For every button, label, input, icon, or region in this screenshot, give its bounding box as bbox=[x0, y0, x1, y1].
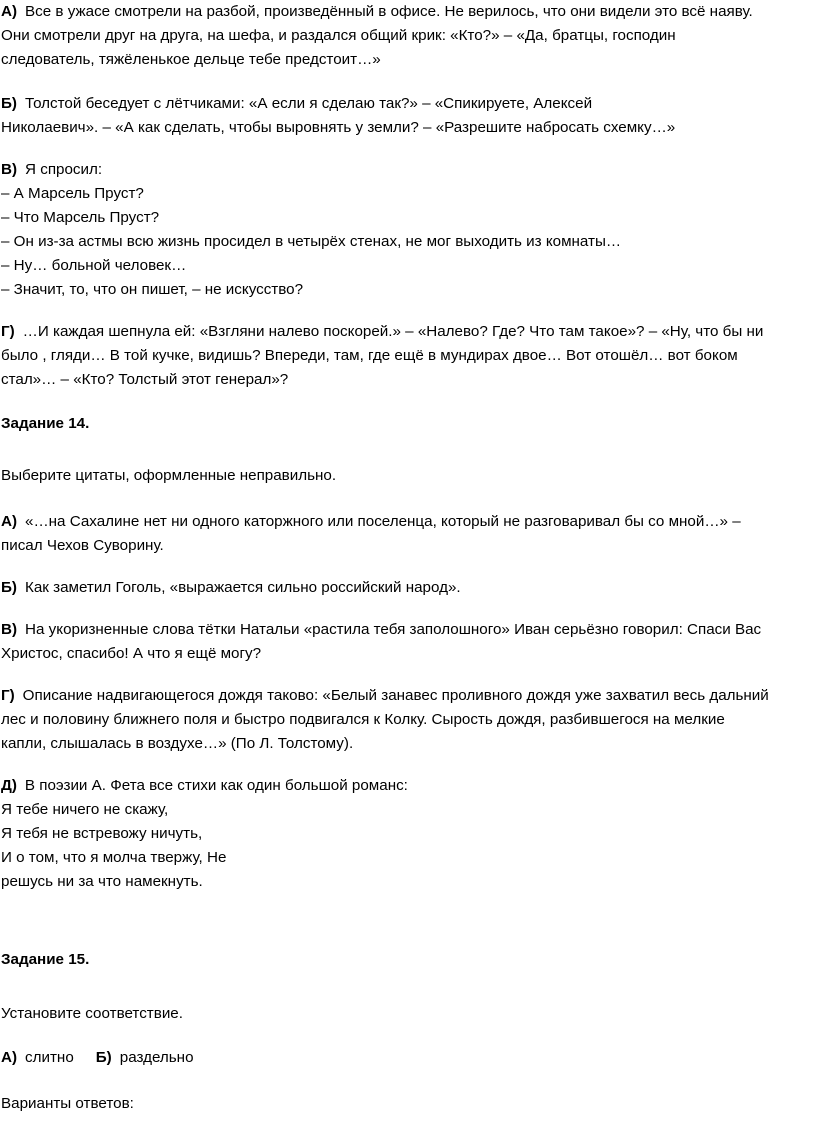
text-line: Николаевич». – «А как сделать, чтобы выровнять у земли? – «Разрешите набросать схемку…» bbox=[1, 119, 676, 136]
option-label: Б) bbox=[95, 1049, 112, 1066]
poem-line: решусь ни за что намекнуть. bbox=[1, 873, 203, 890]
option-text: слитно bbox=[25, 1049, 74, 1066]
task-15-options bbox=[1, 1046, 814, 1070]
text-line: Как заметил Гоголь, «выражается сильно российский народ». bbox=[24, 579, 461, 596]
poem-line: Я тебя не встревожу ничуть, bbox=[1, 825, 203, 842]
text-line: Толстой беседует с лётчиками: «А если я сделаю так?» – «Спикируете, Алексей bbox=[24, 95, 593, 112]
quote-b-paragraph bbox=[1, 576, 814, 600]
text-line: …И каждая шепнула ей: «Взгляни налево поскорей.» – «Налево? Где? Что там такое»? – «Ну, что бы ни bbox=[22, 323, 764, 340]
answer-variants-label: Варианты ответов: bbox=[1, 1095, 134, 1112]
quote-g-paragraph bbox=[1, 684, 814, 756]
text-line: Они смотрели друг на друга, на шефа, и раздался общий крик: «Кто?» – «Да, братцы, господин bbox=[1, 27, 676, 44]
task-14-instruction: Выберите цитаты, оформленные неправильно. bbox=[1, 467, 337, 484]
text-line: Я спросил: bbox=[25, 161, 103, 178]
text-line: «…на Сахалине нет ни одного каторжного или поселенца, который не разговаривал бы со мной…» – bbox=[25, 513, 741, 530]
text-line: лес и половину ближнего поля и быстро подвигался к Колку. Сырость дождя, разбившегося на мелкие bbox=[1, 711, 725, 728]
option-b-paragraph bbox=[1, 92, 814, 140]
text-line: следователь, тяжёленькое дельце тебе предстоит…» bbox=[1, 51, 381, 68]
text-line: писал Чехов Суворину. bbox=[1, 537, 164, 554]
text-line: Все в ужасе смотрели на разбой, произведённый в офисе. Не верилось, что они видели это всё наяву. bbox=[25, 3, 753, 20]
task-15-heading: Задание 15. bbox=[1, 951, 90, 968]
poem-line: Я тебе ничего не скажу, bbox=[1, 801, 169, 818]
option-a-paragraph bbox=[1, 0, 814, 72]
option-g-paragraph bbox=[1, 320, 814, 392]
text-line: Христос, спасибо! А что я ещё могу? bbox=[1, 645, 262, 662]
option-text: раздельно bbox=[119, 1049, 194, 1066]
text-line: стал»… – «Кто? Толстый этот генерал»? bbox=[1, 371, 289, 388]
text-line: Описание надвигающегося дождя таково: «Белый занавес проливного дождя уже захватил весь дальний bbox=[22, 687, 769, 704]
text-line: капли, слышалась в воздухе…» (По Л. Толстому). bbox=[1, 735, 354, 752]
quote-a-paragraph bbox=[1, 510, 814, 558]
text-line: На укоризненные слова тётки Натальи «растила тебя заполошного» Иван серьёзно говорил: Спаси Вас bbox=[25, 621, 762, 638]
quote-v-paragraph bbox=[1, 618, 814, 666]
option-label: Д) bbox=[1, 777, 17, 794]
task-15-instruction: Установите соответствие. bbox=[1, 1005, 183, 1022]
option-label: А) bbox=[1, 1049, 18, 1066]
option-label: А) bbox=[1, 3, 18, 20]
quote-d-paragraph bbox=[1, 774, 814, 894]
poem-line: И о том, что я молча твержу, Не bbox=[1, 849, 227, 866]
option-label: Б) bbox=[1, 579, 17, 596]
option-label: Г) bbox=[1, 687, 15, 704]
option-label: Б) bbox=[1, 95, 17, 112]
option-label: Г) bbox=[1, 323, 15, 340]
text-line: – Ну… больной человек… bbox=[1, 257, 187, 274]
option-v-paragraph bbox=[1, 158, 814, 302]
task-14-heading: Задание 14. bbox=[1, 415, 90, 432]
text-line: было , гляди… В той кучке, видишь? Впереди, там, где ещё в мундирах двое… Вот отошёл… вот боком bbox=[1, 347, 738, 364]
option-label: В) bbox=[1, 161, 18, 178]
text-line: – Он из-за астмы всю жизнь просидел в четырёх стенах, не мог выходить из комнаты… bbox=[1, 233, 622, 250]
text-line: В поэзии А. Фета все стихи как один большой романс: bbox=[24, 777, 408, 794]
text-line: – А Марсель Пруст? bbox=[1, 185, 144, 202]
text-line: – Значит, то, что он пишет, – не искусство? bbox=[1, 281, 304, 298]
option-label: В) bbox=[1, 621, 18, 638]
option-label: А) bbox=[1, 513, 18, 530]
text-line: – Что Марсель Пруст? bbox=[1, 209, 160, 226]
